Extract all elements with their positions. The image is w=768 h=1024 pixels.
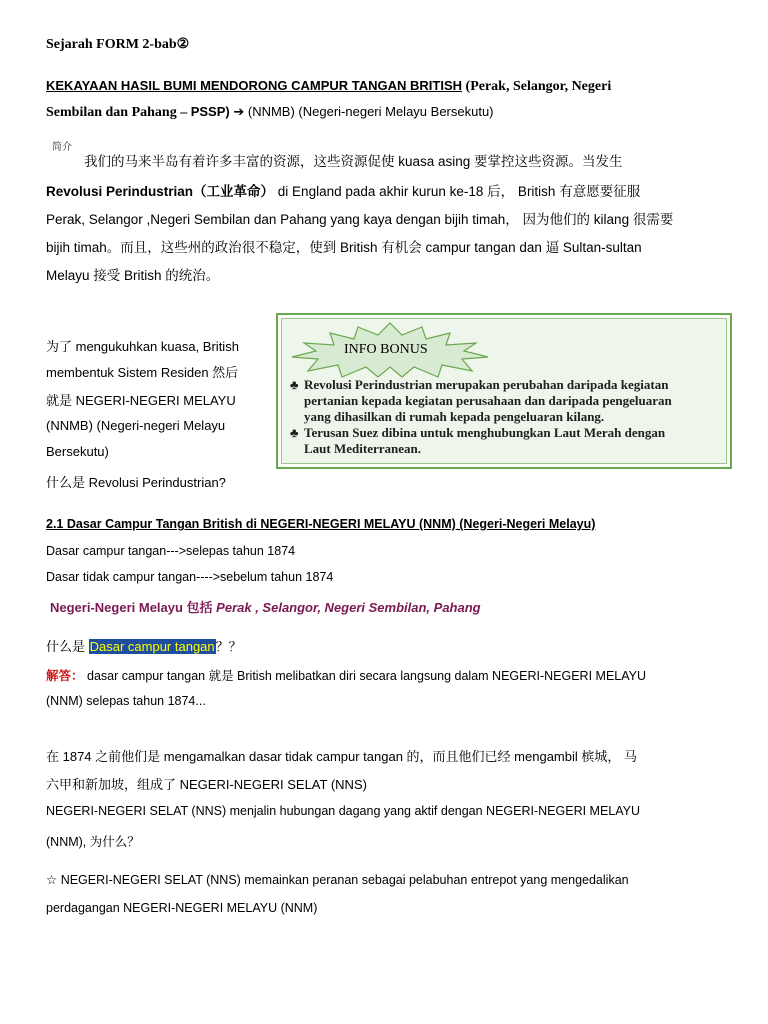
heading-line-1 xyxy=(46,78,611,95)
nnm-list: Negeri-Negeri Melayu 包括 Perak , Selangor, Negeri Sembilan, Pahang xyxy=(50,600,481,615)
intro-line-2: Revolusi Perindustrian（工业革命） di England pada akhir kurun ke-18 后， British 有意愿要征服 xyxy=(46,184,641,199)
intro-tag-icon: 简介 xyxy=(52,142,72,153)
definition-1: Dasar campur tangan--->selepas tahun 1874 xyxy=(46,544,296,558)
nns-line-4: (NNM), 为什么？ xyxy=(46,835,140,849)
nns-line-1: 在 1874 之前他们是 mengamalkan dasar tidak campur tangan 的，而且他们已经 mengambil 槟城， 马 xyxy=(46,749,637,764)
club-bullet-icon: ♣ xyxy=(290,377,299,392)
left-line-3: 就是 NEGERI-NEGERI MELAYU xyxy=(46,393,236,408)
nns-line-5: ☆ NEGERI-NEGERI SELAT (NNS) memainkan peranan sebagai pelabuhan entrepot yang mengedalikan xyxy=(46,873,629,887)
answer-line-1: 解答： dasar campur tangan 就是 British melibatkan diri secara langsung dalam NEGERI-NEGERI MELAYU xyxy=(46,669,647,683)
left-question: 什么是 Revolusi Perindustrian? xyxy=(46,475,226,490)
section-heading: 2.1 Dasar Campur Tangan British di NEGERI-NEGERI MELAYU (NNM) (Negeri-Negeri Melayu) xyxy=(46,517,596,531)
intro-line-1: 我们的马来半岛有着许多丰富的资源，这些资源促使 kuasa asing 要掌控这些资源。当发生 xyxy=(84,154,623,169)
intro-line-5: Melayu 接受 British 的统治。 xyxy=(46,268,220,283)
left-line-1: 为了 mengukuhkan kuasa, British xyxy=(46,339,239,354)
heading-line-2: Sembilan dan Pahang – PSSP) ➔ (NNMB) (Negeri-negeri Melayu Bersekutu) xyxy=(46,104,494,120)
info-item-2: ♣ Terusan Suez dibina untuk menghubungkan Laut Merah dengan Laut Mediterranean. xyxy=(290,425,666,456)
intro-line-3: Perak, Selangor ,Negeri Sembilan dan Pahang yang kaya dengan bijih timah， 因为他们的 kilang 很需要 xyxy=(46,212,674,227)
heading-underlined: KEKAYAAN HASIL BUMI MENDORONG CAMPUR TANGAN BRITISH xyxy=(46,78,463,93)
star-icon: ☆ xyxy=(46,873,58,887)
nns-line-3: NEGERI-NEGERI SELAT (NNS) menjalin hubungan dagang yang aktif dengan NEGERI-NEGERI MELAYU xyxy=(46,804,641,818)
info-bonus-box xyxy=(276,313,732,469)
heading-states: (Perak, Selangor, Negeri xyxy=(462,79,612,94)
question-line: 什么是 Dasar campur tangan？？ xyxy=(46,639,242,654)
answer-line-2: (NNM) selepas tahun 1874... xyxy=(46,694,206,708)
info-item-1: ♣ Revolusi Perindustrian merupakan perubahan daripada kegiatan pertanian kepada kegiatan perusahaan dan daripada pengeluaran yang dihasilkan di rumah kepada pengeluaran kilang. xyxy=(290,377,672,424)
intro-line-4: bijih timah。而且，这些州的政治很不稳定，使到 British 有机会 campur tangan dan 逼 Sultan-sultan xyxy=(46,240,642,255)
info-bonus-inner xyxy=(281,318,727,464)
nns-line-6: perdagangan NEGERI-NEGERI MELAYU (NNM) xyxy=(46,901,318,915)
left-line-2: membentuk Sistem Residen 然后 xyxy=(46,365,239,380)
definition-2: Dasar tidak campur tangan---->sebelum tahun 1874 xyxy=(46,570,334,584)
nns-line-2: 六甲和新加坡，组成了 NEGERI-NEGERI SELAT (NNS) xyxy=(46,777,367,792)
page-title: Sejarah FORM 2-bab② xyxy=(46,37,190,52)
left-line-4: (NNMB) (Negeri-negeri Melayu xyxy=(46,418,226,433)
answer-label: 解答： xyxy=(46,669,84,683)
info-bonus-label: INFO BONUS xyxy=(344,342,428,357)
left-line-5: Bersekutu) xyxy=(46,444,109,459)
highlighted-term: Dasar campur tangan xyxy=(89,639,215,654)
arrow-icon: ➔ xyxy=(233,104,245,119)
club-bullet-icon: ♣ xyxy=(290,425,299,440)
